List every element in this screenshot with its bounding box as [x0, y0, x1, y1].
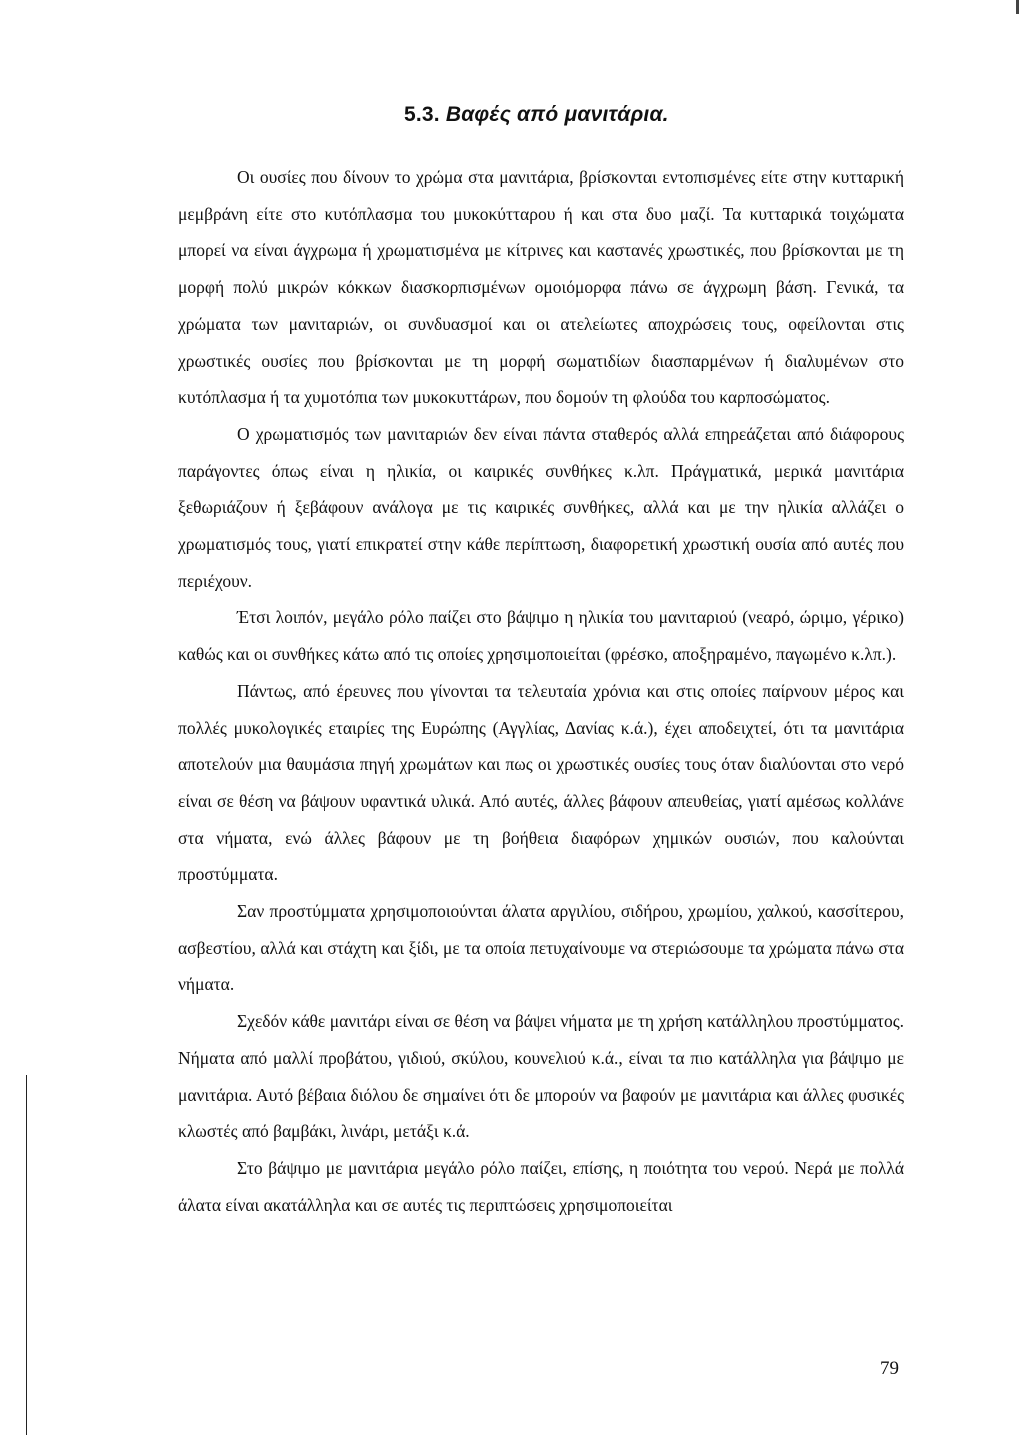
- paragraph: Ο χρωματισμός των μανιταριών δεν είναι πάντα σταθερός αλλά επηρεάζεται από διάφορους παράγοντες όπως είναι η ηλικία, οι καιρικές συνθήκες κ.λπ. Πράγματικά, μερικά μανιτάρια ξεθωριάζουν ή ξεβάφουν ανάλογα με τις καιρικές συνθήκες, αλλά και με την ηλικία αλλάζει ο χρωματισμός τους, γιατί επικρατεί στην κάθε περίπτωση, διαφορετική χρωστική ουσία από αυτές που περιέχουν.: [178, 423, 904, 591]
- section-number: 5.3.: [404, 103, 440, 126]
- page-number: 79: [880, 1358, 899, 1379]
- paragraph: Οι ουσίες που δίνουν το χρώμα στα μανιτάρια, βρίσκονται εντοπισμένες είτε στην κυτταρική μεμβράνη είτε στο κυτόπλασμα του μυκοκύτταρου ή και στα δυο μαζί. Τα κυτταρικά τοιχώματα μπορεί να είναι άγχρωμα ή χρωματισμένα με κίτρινες και καστανές χρωστικές, που βρίσκονται με τη μορφή πολύ μικρών κόκκων διασκορπισμένων ομοιόμορφα πάνω σε άγχρωμη βάση. Γενικά, τα χρώματα των μανιταριών, οι συνδυασμοί και οι ατελείωτες αποχρώσεις τους, οφείλονται στις χρωστικές ουσίες που βρίσκονται με τη μορφή σωματιδίων διασπαρμένων ή διαλυμένων στο κυτόπλασμα ή τα χυμοτόπια των μυκοκυττάρων, που δομούν τη φλούδα του καρποσώματος.: [178, 167, 904, 408]
- paragraph: Σχεδόν κάθε μανιτάρι είναι σε θέση να βάψει νήματα με τη χρήση κατάλληλου προστύμματος. Νήματα από μαλλί προβάτου, γιδιού, σκύλου, κουνελιού κ.ά., είναι τα πιο κατάλληλα για βάψιμο με μανιτάρια. Αυτό βέβαια διόλου δε σημαίνει ότι δε μπορούν να βαφούν με μανιτάρια και άλλες φυσικές κλωστές από βαμβάκι, λινάρι, μετάξι κ.ά.: [178, 1011, 904, 1142]
- paragraph: Σαν προστύμματα χρησιμοποιούνται άλατα αργιλίου, σιδήρου, χρωμίου, χαλκού, κασσίτερου, ασβεστίου, αλλά και στάχτη και ξίδι, με τα οποία πετυχαίνουμε να στεριώσουμε τα χρώματα πάνω στα νήματα.: [178, 901, 904, 995]
- paragraph: Πάντως, από έρευνες που γίνονται τα τελευταία χρόνια και στις οποίες παίρνουν μέρος και πολλές μυκολογικές εταιρίες της Ευρώπης (Αγγλίας, Δανίας κ.ά.), έχει αποδειχτεί, ότι τα μανιτάρια αποτελούν μια θαυμάσια πηγή χρωμάτων και πως οι χρωστικές ουσίες τους όταν διαλύονται στο νερό είναι σε θέση να βάψουν υφαντικά υλικά. Από αυτές, άλλες βάφουν απευθείας, γιατί αμέσως κολλάνε στα νήματα, ενώ άλλες βάφουν με τη βοήθεια διαφόρων χημικών ουσιών, που καλούνται προστύμματα.: [178, 680, 904, 885]
- section-heading: [404, 103, 669, 127]
- scan-margin-line: [26, 1075, 27, 1435]
- section-title: Βαφές από μανιτάρια.: [445, 103, 669, 126]
- paragraph: Έτσι λοιπόν, μεγάλο ρόλο παίζει στο βάψιμο η ηλικία του μανιταριού (νεαρό, ώριμο, γέρικο) καθώς και οι συνθήκες κάτω από τις οποίες χρησιμοποιείται (φρέσκο, αποξηραμένο, παγωμένο κ.λπ.).: [178, 607, 904, 665]
- scan-edge-mark: [1016, 0, 1019, 14]
- paragraph: Στο βάψιμο με μανιτάρια μεγάλο ρόλο παίζει, επίσης, η ποιότητα του νερού. Νερά με πολλά άλατα είναι ακατάλληλα και σε αυτές τις περιπτώσεις χρησιμοποιείται: [178, 1157, 904, 1215]
- body-text: [178, 159, 904, 1223]
